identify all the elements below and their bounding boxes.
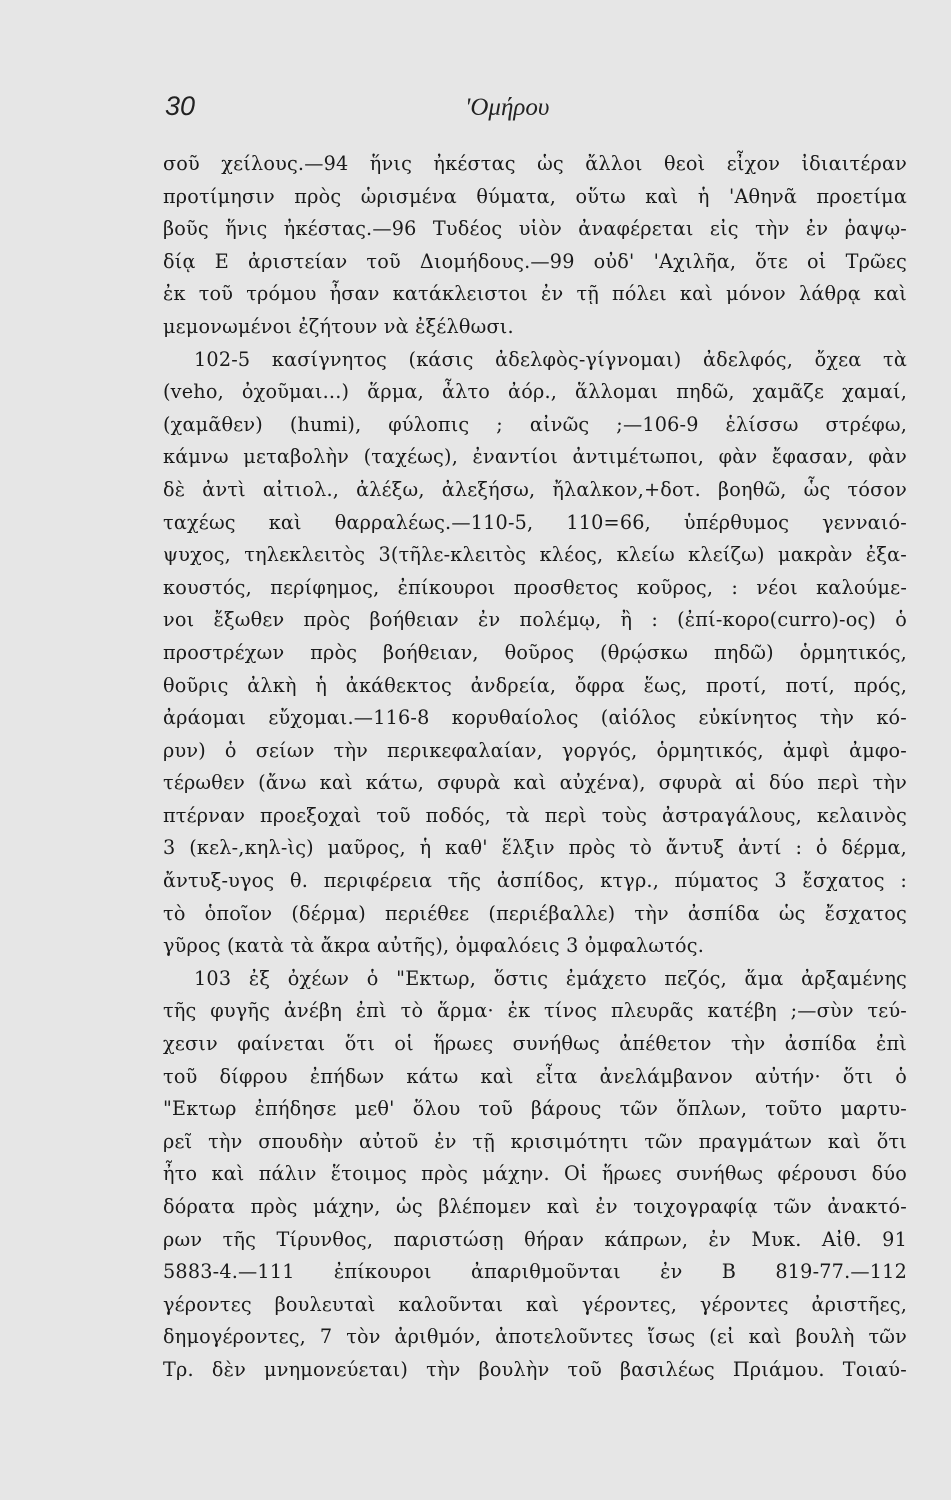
text-line: ρυν) ὁ σείων τὴν περικεφαλαίαν, γοργός, ὁρμητικός, ἀμφὶ ἀμφο- bbox=[163, 738, 907, 762]
text-line: κάμνω μεταβολὴν (ταχέως), ἐναντίοι ἀντιμέτωποι, φὰν ἔφασαν, φὰν bbox=[163, 445, 907, 469]
text-line: βοῦς ἥνις ἠκέστας.—96 Τυδέος υἱὸν ἀναφέρεται εἰς τὴν ἐν ῥαψῳ- bbox=[163, 217, 907, 241]
text-line: νοι ἔξωθεν πρὸς βοήθειαν ἐν πολέμῳ, ἢ : (ἐπί-κορο(curro)-ος) ὁ bbox=[163, 608, 907, 632]
text-line: 103 ἐξ ὀχέων ὁ "Εκτωρ, ὅστις ἐμάχετο πεζός, ἅμα ἀρξαμένης bbox=[194, 966, 907, 990]
text-line: τοῦ δίφρου ἐπήδων κάτω καὶ εἶτα ἀνελάμβανον αὐτήν· ὅτι ὁ bbox=[163, 1064, 907, 1088]
text-line: (χαμᾶθεν) (humi), φύλοπις ; αἰνῶς ;—106-9 ἑλίσσω στρέφω, bbox=[163, 412, 907, 436]
text-line: δόρατα πρὸς μάχην, ὡς βλέπομεν καὶ ἐν τοιχογραφίᾳ τῶν ἀνακτό- bbox=[163, 1195, 907, 1218]
text-line: χεσιν φαίνεται ὅτι οἱ ἥρωες συνήθως ἀπέθετον τὴν ἀσπίδα ἐπὶ bbox=[163, 1032, 907, 1056]
text-line: τέρωθεν (ἄνω καὶ κάτω, σφυρὰ καὶ αὐχένα), σφυρὰ αἱ δύο περὶ τὴν bbox=[163, 771, 907, 795]
text-line: δὲ ἀντὶ αἰτιολ., ἀλέξω, ἀλεξήσω, ἤλαλκον,+δοτ. βοηθῶ, ὧς τόσον bbox=[163, 477, 907, 501]
text-line: προστρέχων πρὸς βοήθειαν, θοῦρος (θρῴσκω πηδῶ) ὁρμητικός, bbox=[163, 640, 907, 664]
text-line: προτίμησιν πρὸς ὡρισμένα θύματα, οὕτω καὶ ἡ 'Αθηνᾶ προετίμα bbox=[163, 184, 907, 208]
text-line: κουστός, περίφημος, ἐπίκουροι προσθετος κοῦρος, : νέοι καλούμε- bbox=[163, 575, 907, 599]
text-line: Τρ. δὲν μνημονεύεται) τὴν βουλὴν τοῦ βασιλέως Πριάμου. Τοιαύ- bbox=[163, 1357, 907, 1381]
text-line: θοῦρις ἀλκὴ ἡ ἀκάθεκτος ἀνδρεία, ὄφρα ἕως, προτί, ποτί, πρός, bbox=[163, 673, 907, 697]
text-line: τὸ ὁποῖον (δέρμα) περιέθεε (περιέβαλλε) τὴν ἀσπίδα ὡς ἔσχατος bbox=[163, 901, 907, 925]
text-line: (veho, ὀχοῦμαι...) ἅρμα, ἆλτο ἀόρ., ἅλλομαι πηδῶ, χαμᾶζε χαμαί, bbox=[163, 380, 907, 404]
running-title: 'Ομήρου bbox=[465, 94, 550, 121]
text-line: 5883-4.—111 ἐπίκουροι ἀπαριθμοῦνται ἐν Β 819-77.—112 bbox=[163, 1260, 907, 1284]
text-line: 102-5 κασίγνητος (κάσις ἀδελφὸς-γίγνομαι) ἀδελφός, ὄχεα τὰ bbox=[194, 347, 907, 371]
text-line: δίᾳ Ε ἀριστείαν τοῦ Διομήδους.—99 οὐδ' 'Αχιλῆα, ὅτε οἱ Τρῶες bbox=[163, 249, 907, 273]
text-line: ἐκ τοῦ τρόμου ἦσαν κατάκλειστοι ἐν τῇ πόλει καὶ μόνον λάθρᾳ καὶ bbox=[163, 282, 907, 306]
text-line: πτέρναν προεξοχαὶ τοῦ ποδός, τὰ περὶ τοὺς ἀστραγάλους, κελαινὸς bbox=[163, 803, 907, 827]
text-line: σοῦ χείλους.—94 ἥνις ἠκέστας ὡς ἄλλοι θεοὶ εἶχον ἰδιαιτέραν bbox=[163, 152, 907, 175]
text-line: δημογέροντες, 7 τὸν ἀριθμόν, ἀποτελοῦντες ἴσως (εἰ καὶ βουλὴ τῶν bbox=[163, 1325, 907, 1349]
text-line: ρεῖ τὴν σπουδὴν αὐτοῦ ἐν τῇ κρισιμότητι τῶν πραγμάτων καὶ ὅτι bbox=[163, 1129, 907, 1153]
text-line: ἀράομαι εὔχομαι.—116-8 κορυθαίολος (αἰόλος εὐκίνητος τὴν κό- bbox=[163, 706, 907, 730]
text-line: ἦτο καὶ πάλιν ἕτοιμος πρὸς μάχην. Οἱ ἥρωες συνήθως φέρουσι δύο bbox=[163, 1162, 907, 1186]
text-line: 3 (κελ-,κηλ-ὶς) μαῦρος, ἡ καθ' ἕλξιν πρὸς τὸ ἄντυξ ἀντί : ὁ δέρμα, bbox=[163, 836, 907, 860]
text-line: ταχέως καὶ θαρραλέως.—110-5, 110=66, ὑπέρθυμος γενναιό- bbox=[163, 510, 907, 534]
text-line: γῦρος (κατὰ τὰ ἄκρα αὐτῆς), ὀμφαλόεις 3 ὀμφαλωτός. bbox=[163, 934, 705, 958]
page-number: 30 bbox=[165, 91, 196, 121]
text-line: ἄντυξ-υγος θ. περιφέρεια τῆς ἀσπίδος, κτγρ., πύματος 3 ἔσχατος : bbox=[163, 869, 907, 893]
text-line: "Εκτωρ ἐπήδησε μεθ' ὅλου τοῦ βάρους τῶν ὅπλων, τοῦτο μαρτυ- bbox=[163, 1097, 907, 1121]
commentary-text bbox=[163, 148, 907, 1387]
text-line: ψυχος, τηλεκλειτὸς 3(τῆλε-κλειτὸς κλέος, κλείω κλείζω) μακρὰν ἐξα- bbox=[163, 543, 907, 567]
text-line: ρων τῆς Τίρυνθος, παριστώσῃ θήραν κάπρων, ἐν Μυκ. Αἰθ. 91 bbox=[163, 1227, 907, 1251]
text-line: γέροντες βουλευταὶ καλοῦνται καὶ γέροντες, γέροντες ἀριστῆες, bbox=[163, 1292, 907, 1316]
text-line: τῆς φυγῆς ἀνέβη ἐπὶ τὸ ἅρμα· ἐκ τίνος πλευρᾶς κατέβη ;—σὺν τεύ- bbox=[163, 999, 907, 1023]
text-line: μεμονωμένοι ἐζήτουν νὰ ἐξέλθωσι. bbox=[163, 314, 514, 338]
